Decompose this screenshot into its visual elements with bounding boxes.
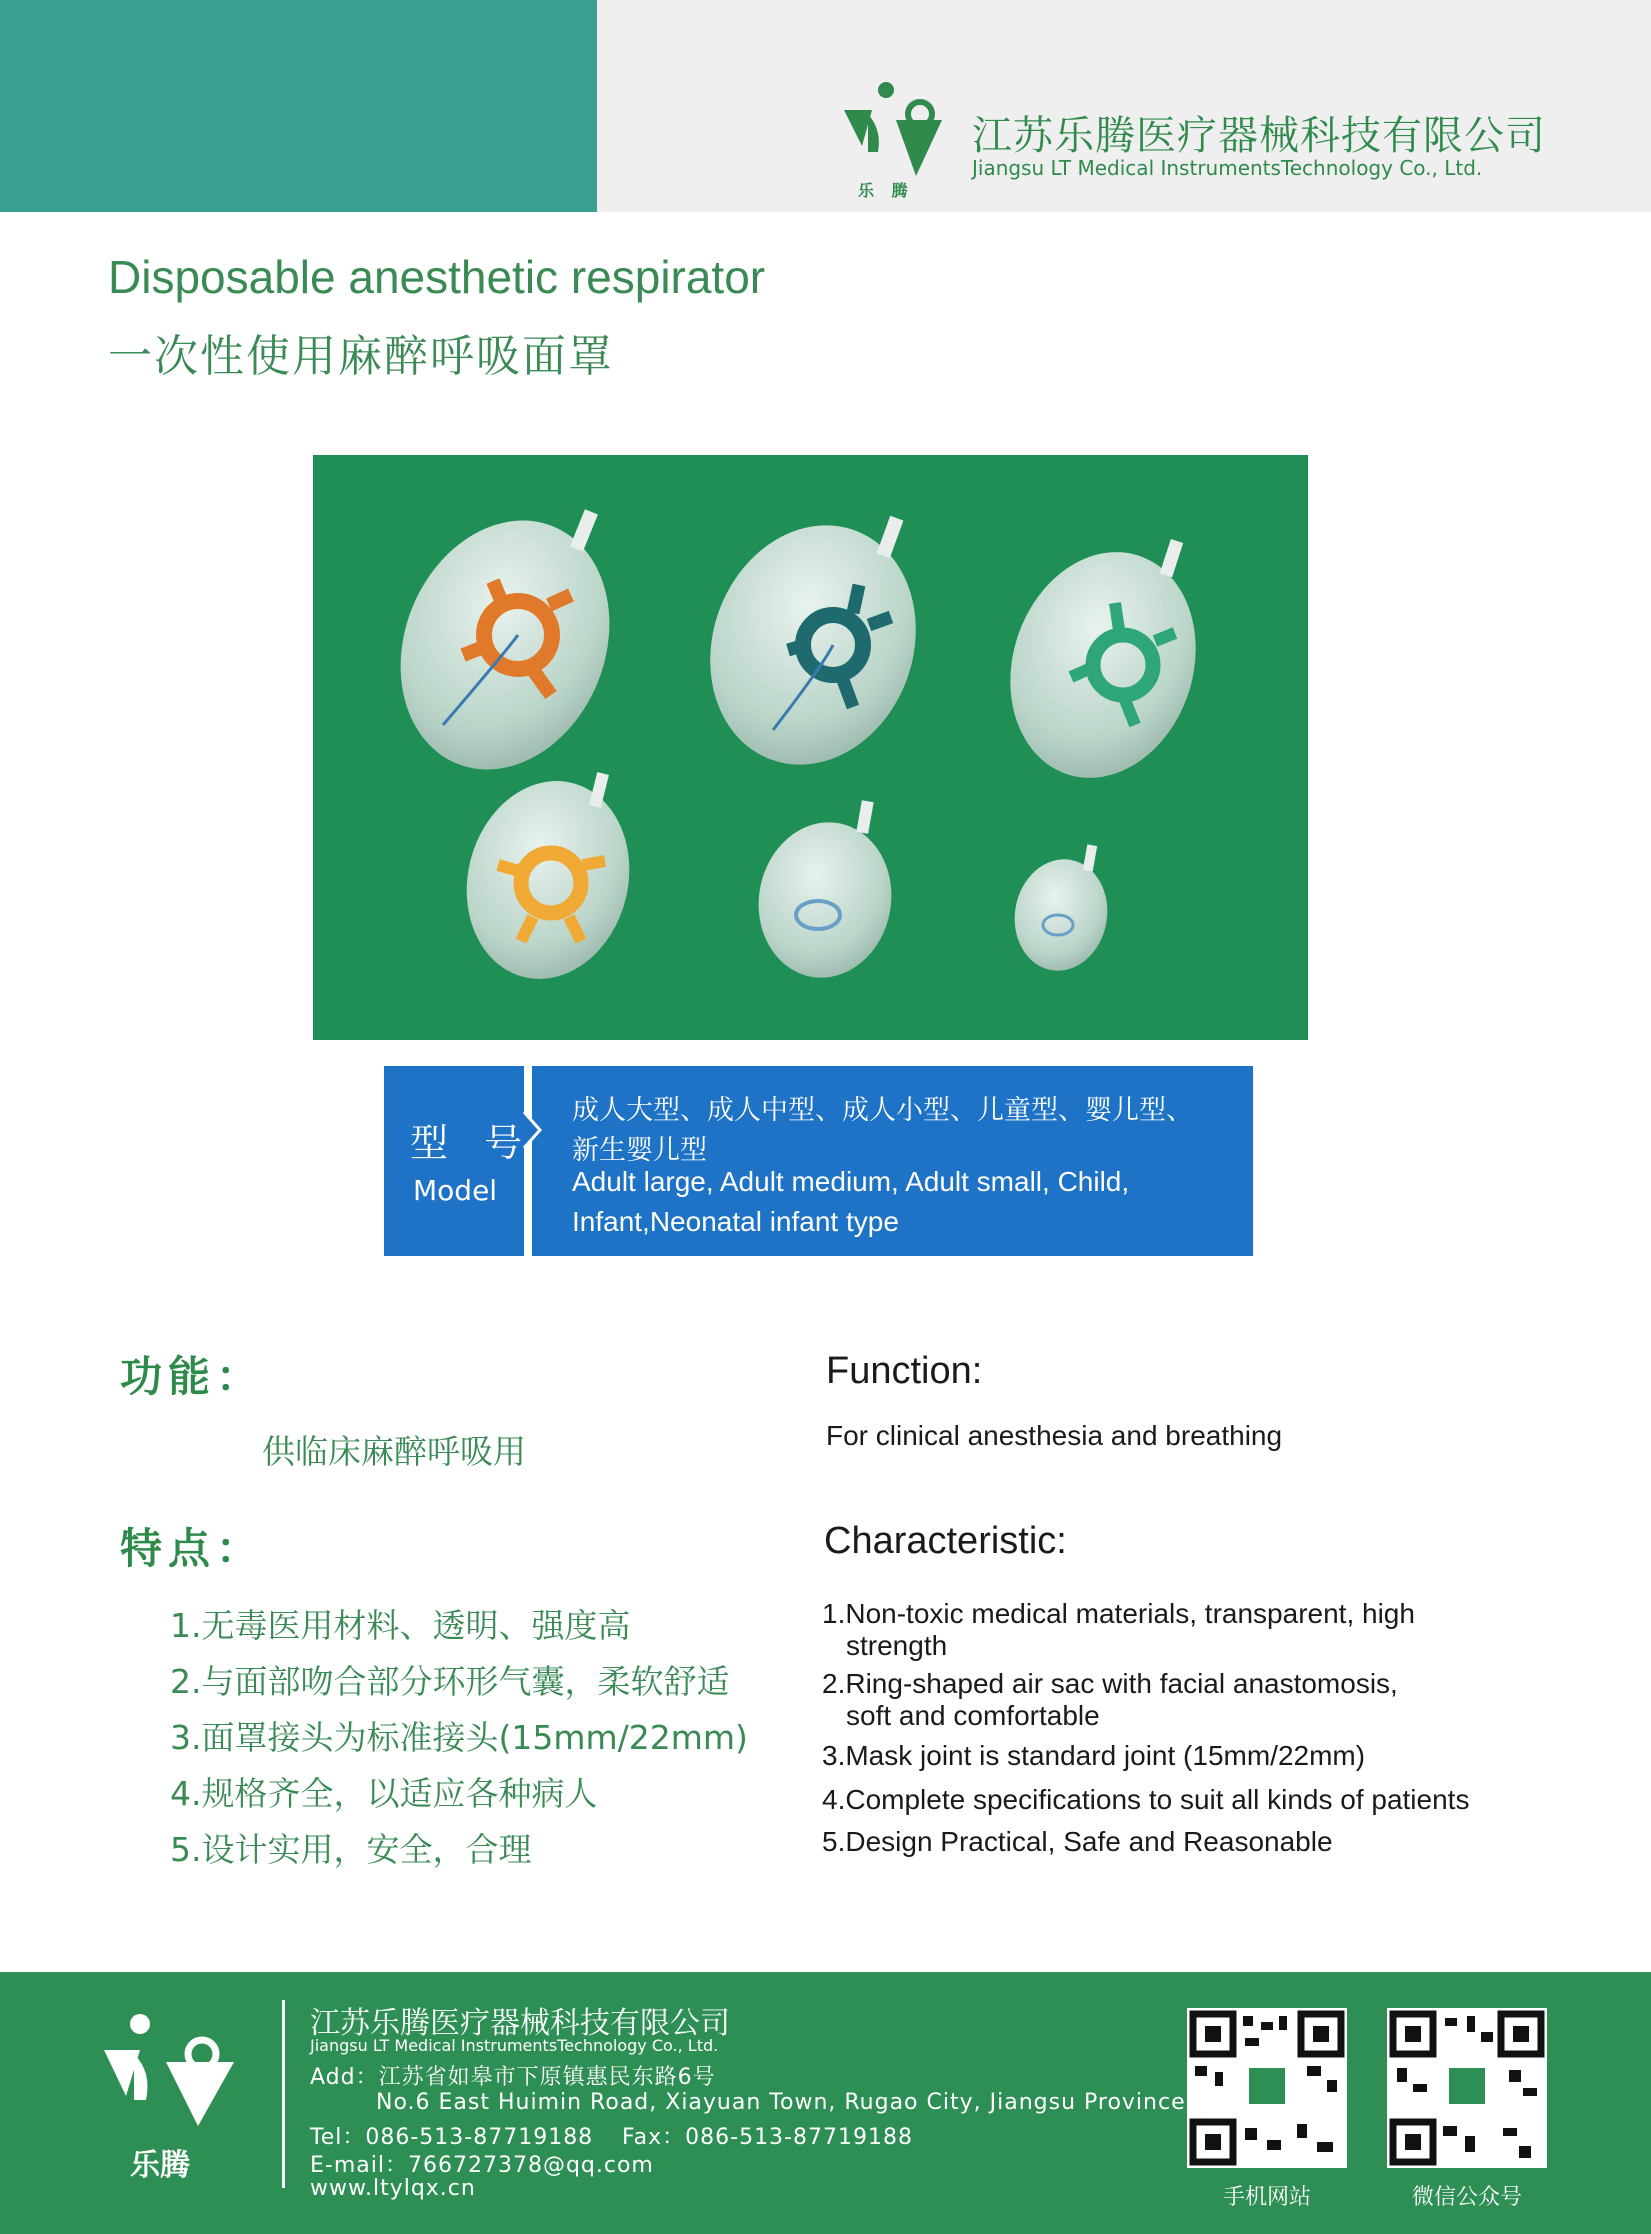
qr-caption-website: 手机网站 xyxy=(1223,2185,1312,2210)
characteristic-heading-en: Characteristic: xyxy=(824,1520,1067,1562)
characteristic-item-cn: 3.面罩接头为标准接头(15mm/22mm) xyxy=(170,1718,748,1757)
function-heading-en: Function: xyxy=(826,1350,983,1392)
footer-tel: Tel：086-513-87719188 xyxy=(310,2125,594,2150)
characteristic-item-cn: 5.设计实用，安全，合理 xyxy=(170,1830,532,1869)
mask-adult-small xyxy=(982,528,1224,802)
mask-adult-large xyxy=(364,489,645,801)
product-title-cn: 一次性使用麻醉呼吸面罩 xyxy=(108,331,614,382)
header-company-en: Jiangsu LT Medical InstrumentsTechnology Co., Ltd. xyxy=(972,156,1483,180)
mask-infant xyxy=(746,800,903,988)
function-heading-cn: 功能： xyxy=(120,1352,265,1401)
qr-code-wechat[interactable] xyxy=(1387,2008,1547,2168)
footer-address-en: No.6 East Huimin Road, Xiayuan Town, Rugao City, Jiangsu Province xyxy=(376,2090,1186,2115)
function-text-cn: 供临床麻醉呼吸用 xyxy=(262,1432,526,1471)
footer-divider xyxy=(282,2000,285,2188)
model-types-cn-line1: 成人大型、成人中型、成人小型、儿童型、婴儿型、 xyxy=(572,1095,1193,1126)
header-logo-text: 乐 腾 xyxy=(858,181,914,200)
mask-neonatal xyxy=(1006,844,1116,978)
header-company-cn: 江苏乐腾医疗器械科技有限公司 xyxy=(972,113,1546,159)
model-label-en: Model xyxy=(413,1174,498,1207)
footer-logo-icon xyxy=(100,2010,240,2128)
function-text-en: For clinical anesthesia and breathing xyxy=(826,1420,1283,1451)
characteristic-item-en-cont: strength xyxy=(846,1630,948,1661)
characteristic-heading-cn: 特点： xyxy=(120,1524,265,1573)
characteristic-item-en: 3.Mask joint is standard joint (15mm/22mm) xyxy=(822,1740,1366,1771)
footer-fax: Fax：086-513-87719188 xyxy=(622,2125,913,2150)
footer-logo-text: 乐腾 xyxy=(130,2148,190,2183)
footer-address-cn: Add：江苏省如皋市下原镇惠民东路6号 xyxy=(310,2065,716,2090)
model-label-cn: 型 号 xyxy=(410,1121,535,1165)
qr-code-website[interactable] xyxy=(1187,2008,1347,2168)
company-logo-icon xyxy=(838,80,950,180)
qr-code-icon xyxy=(1187,2008,1347,2168)
characteristic-item-cn: 2.与面部吻合部分环形气囊，柔软舒适 xyxy=(170,1662,730,1701)
characteristic-item-en: 1.Non-toxic medical materials, transparent, high xyxy=(822,1598,1415,1629)
characteristic-item-en-cont: soft and comfortable xyxy=(846,1700,1100,1731)
qr-code-icon xyxy=(1387,2008,1547,2168)
mask-child xyxy=(446,764,650,997)
footer-company-cn: 江苏乐腾医疗器械科技有限公司 xyxy=(310,2006,730,2041)
footer-email[interactable]: E-mail：766727378@qq.com xyxy=(310,2153,654,2178)
model-types-cn-line2: 新生婴儿型 xyxy=(572,1135,707,1166)
qr-caption-wechat: 微信公众号 xyxy=(1412,2185,1523,2210)
anesthesia-masks-illustration xyxy=(313,455,1308,1040)
characteristic-item-en: 2.Ring-shaped air sac with facial anastomosis, xyxy=(822,1668,1398,1699)
footer-website-link[interactable]: www.ltylqx.cn xyxy=(310,2176,476,2201)
model-types-en-line1: Adult large, Adult medium, Adult small, Child, xyxy=(572,1166,1130,1197)
characteristic-item-en: 5.Design Practical, Safe and Reasonable xyxy=(822,1826,1333,1857)
product-title-en: Disposable anesthetic respirator xyxy=(108,251,766,303)
characteristic-item-cn: 1.无毒医用材料、透明、强度高 xyxy=(170,1606,631,1645)
model-types-en-line2: Infant,Neonatal infant type xyxy=(572,1206,899,1237)
product-photo xyxy=(313,455,1308,1040)
header-teal-band xyxy=(0,0,597,212)
mask-adult-medium xyxy=(677,496,948,794)
characteristic-item-cn: 4.规格齐全，以适应各种病人 xyxy=(170,1774,598,1813)
footer-company-en: Jiangsu LT Medical InstrumentsTechnology Co., Ltd. xyxy=(310,2036,719,2055)
characteristic-item-en: 4.Complete specifications to suit all kinds of patients xyxy=(822,1784,1470,1815)
